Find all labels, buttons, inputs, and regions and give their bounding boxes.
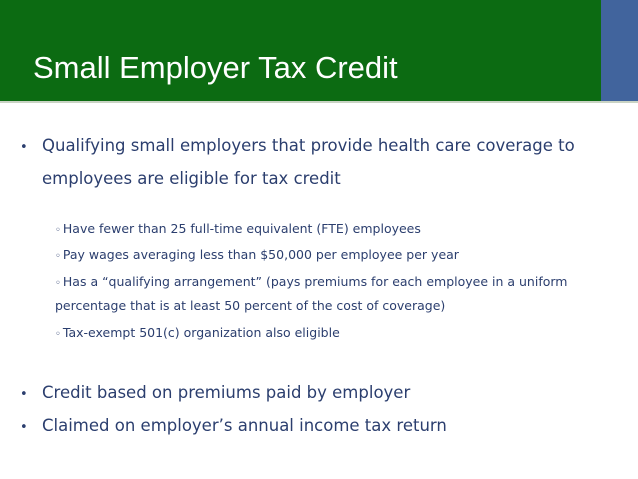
sub-bullet-3-line-2: percentage that is at least 50 percent of the cost of coverage): [55, 298, 446, 313]
header-divider: [0, 101, 638, 103]
header-accent-block: [601, 0, 638, 101]
sub-bullet-marker: ◦: [55, 278, 61, 289]
sub-bullet-1-text: Have fewer than 25 full-time equivalent (FTE) employees: [62, 221, 421, 236]
sub-bullet-4: [55, 324, 340, 344]
sub-bullet-3-text: Has a “qualifying arrangement” (pays premiums for each employee in a uniform: [62, 274, 568, 289]
bullet-marker: •: [20, 140, 28, 155]
slide-title: Small Employer Tax Credit: [33, 50, 398, 85]
bullet-2-text: Credit based on premiums paid by employer: [42, 383, 411, 402]
sub-bullet-marker: ◦: [55, 329, 61, 340]
sub-bullet-4-text: Tax-exempt 501(c) organization also eligible: [62, 325, 340, 340]
sub-bullet-marker: ◦: [55, 225, 61, 236]
bullet-1-line-1: Qualifying small employers that provide health care coverage to: [42, 136, 575, 155]
sub-bullet-marker: ◦: [55, 251, 61, 262]
sub-bullet-1: [55, 220, 421, 240]
sub-bullet-2-text: Pay wages averaging less than $50,000 per employee per year: [62, 247, 459, 262]
bullet-marker: •: [20, 420, 28, 435]
bullet-3-text: Claimed on employer’s annual income tax return: [42, 416, 447, 435]
sub-bullet-3: [55, 273, 567, 293]
bullet-marker: •: [20, 387, 28, 402]
bullet-1-line-2: employees are eligible for tax credit: [42, 169, 341, 188]
sub-bullet-2: [55, 246, 459, 266]
